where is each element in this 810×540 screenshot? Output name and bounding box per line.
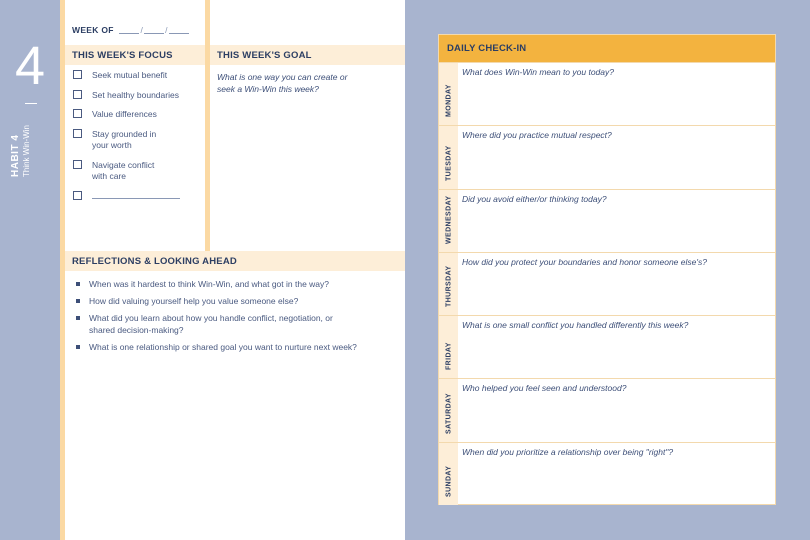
reflection-item: How did valuing yourself help you value someone else? — [75, 295, 395, 307]
checkbox[interactable] — [73, 70, 82, 79]
day-prompt: How did you protect your boundaries and honor someone else's? — [462, 256, 707, 267]
focus-heading: THIS WEEK'S FOCUS — [65, 45, 205, 65]
column-divider — [205, 0, 210, 251]
day-blank[interactable] — [144, 33, 164, 34]
day-label: SATURDAY — [445, 392, 452, 434]
year-blank[interactable] — [169, 33, 189, 34]
day-row-saturday[interactable] — [439, 378, 775, 441]
divider-dash — [25, 103, 37, 104]
reflections-heading: REFLECTIONS & LOOKING AHEAD — [65, 251, 405, 271]
focus-item-custom[interactable] — [73, 191, 203, 200]
focus-item[interactable]: Value differences — [73, 109, 203, 121]
day-row-tuesday[interactable] — [439, 125, 775, 188]
focus-item[interactable]: Set healthy boundaries — [73, 90, 203, 102]
goal-prompt: What is one way you can create or seek a Win-Win this week? — [217, 72, 348, 94]
checkbox[interactable] — [73, 129, 82, 138]
habit-number: 4 — [14, 36, 46, 96]
bullet-icon — [76, 316, 80, 320]
day-row-sunday[interactable] — [439, 442, 775, 505]
daily-checkin-card — [438, 34, 776, 505]
day-row-wednesday[interactable] — [439, 189, 775, 252]
checkbox[interactable] — [73, 191, 82, 200]
bullet-icon — [76, 345, 80, 349]
day-prompt: Where did you practice mutual respect? — [462, 130, 612, 141]
bullet-icon — [76, 299, 80, 303]
checkbox[interactable] — [73, 90, 82, 99]
habit-subtitle: Think Win-Win — [22, 124, 31, 177]
focus-item[interactable]: Navigate conflict with care — [73, 160, 203, 183]
left-page — [65, 0, 405, 540]
reflection-item: What did you learn about how you handle conflict, negotiation, or shared decision-making? — [75, 312, 395, 336]
checkbox[interactable] — [73, 109, 82, 118]
daily-checkin-heading: DAILY CHECK-IN — [439, 35, 775, 62]
day-row-friday[interactable] — [439, 315, 775, 378]
day-label: SUNDAY — [445, 465, 452, 498]
custom-focus-blank[interactable] — [92, 191, 180, 199]
week-of-field: WEEK OF / / — [72, 25, 190, 35]
day-label: WEDNESDAY — [445, 195, 452, 244]
month-blank[interactable] — [119, 33, 139, 34]
day-row-thursday[interactable] — [439, 252, 775, 315]
habit-label — [10, 125, 31, 177]
habit-title: HABIT 4 — [10, 134, 21, 177]
day-label: THURSDAY — [445, 265, 452, 308]
reflections-list — [75, 278, 395, 358]
day-label: FRIDAY — [445, 342, 452, 371]
focus-item[interactable]: Stay grounded in your worth — [73, 129, 203, 152]
day-row-monday[interactable] — [439, 62, 775, 125]
reflection-item: When was it hardest to think Win-Win, and what got in the way? — [75, 278, 395, 290]
week-of-label: WEEK OF — [72, 25, 114, 35]
checkbox[interactable] — [73, 160, 82, 169]
day-prompt: What is one small conflict you handled differently this week? — [462, 320, 689, 331]
habit-sidebar — [0, 0, 60, 540]
day-label: MONDAY — [445, 84, 452, 118]
goal-heading: THIS WEEK'S GOAL — [210, 45, 405, 65]
focus-item[interactable]: Seek mutual benefit — [73, 70, 203, 82]
day-prompt: Who helped you feel seen and understood? — [462, 383, 627, 394]
day-prompt: When did you prioritize a relationship over being "right"? — [462, 446, 674, 457]
day-prompt: What does Win-Win mean to you today? — [462, 67, 614, 77]
reflection-item: What is one relationship or shared goal you want to nurture next week? — [75, 341, 395, 353]
day-label: TUESDAY — [445, 144, 452, 181]
focus-checklist — [73, 70, 203, 208]
day-prompt: Did you avoid either/or thinking today? — [462, 193, 607, 204]
bullet-icon — [76, 282, 80, 286]
